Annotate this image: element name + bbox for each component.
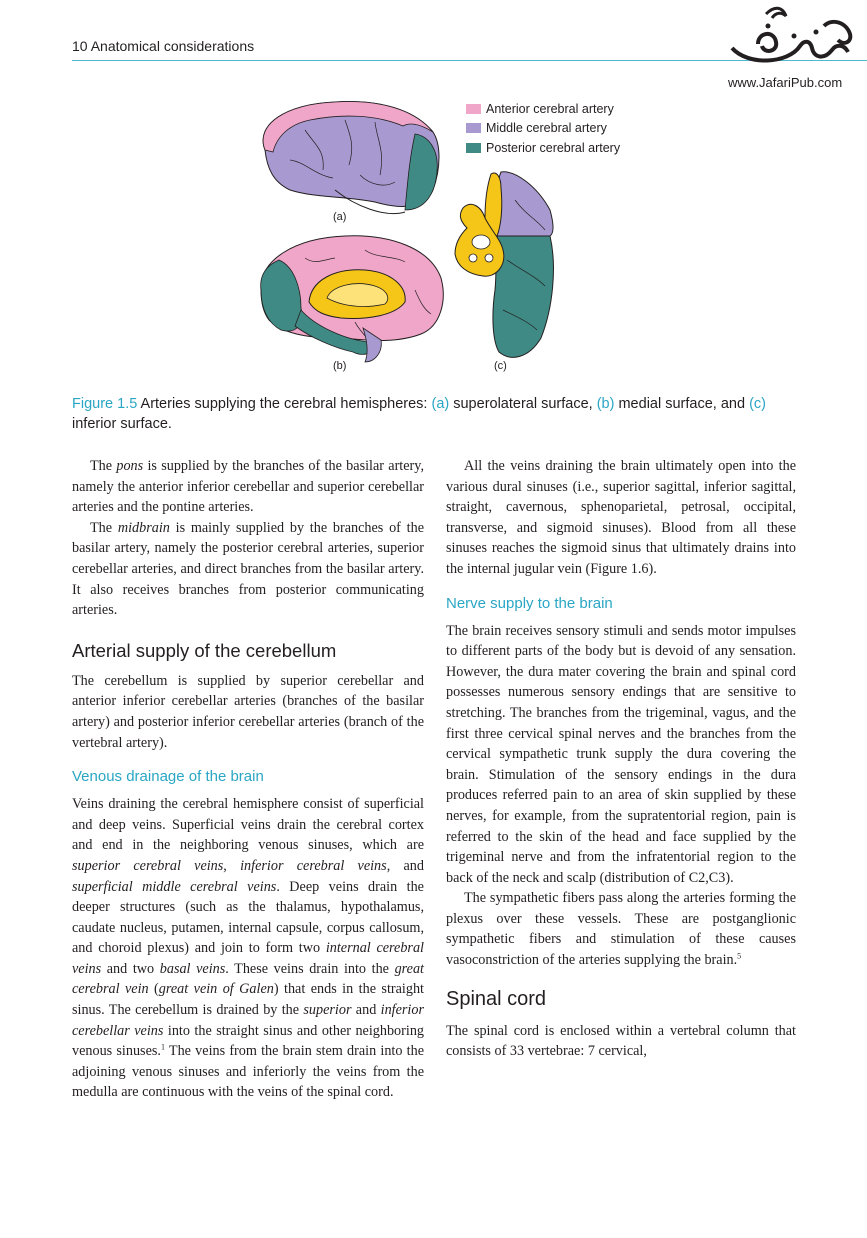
caption-ref-a: (a) xyxy=(431,396,450,412)
caption-ref-b: (b) xyxy=(596,396,615,412)
swatch-posterior xyxy=(466,143,481,153)
swatch-middle xyxy=(466,123,481,133)
right-column xyxy=(446,456,796,1062)
paragraph-midbrain: The midbrain is mainly supplied by the branches of the basilar artery, namely the posterior cerebral arteries, superior cerebellar arteries, and direct branches from the basilar artery. It also receives branches from posterior communicating arteries. xyxy=(72,519,424,619)
heading-spinal-cord: Spinal cord xyxy=(446,987,547,1010)
heading-cerebellum: Arterial supply of the cerebellum xyxy=(72,639,337,661)
publisher-logo-icon xyxy=(728,6,860,86)
caption-ref-c: (c) xyxy=(749,396,766,412)
paragraph-dural-sinuses: All the veins draining the brain ultimately open into the various dural sinuses (i.e., superior sagittal, inferior sagittal, straight, cavernous, sphenoparietal, petrosal, occipital, transverse, and sigmoid sinuses). Blood from all these sinuses reaches the sigmoid sinus that ultimately drains into the internal jugular vein (Figure 1.6). xyxy=(446,458,796,577)
paragraph-pons: The pons is supplied by the branches of the basilar artery, namely the anterior inferior cerebellar and superior cerebellar arteries and the pontine arteries. xyxy=(72,458,424,516)
left-column xyxy=(72,456,424,1103)
label-a: (a) xyxy=(333,211,347,223)
heading-nerve-supply: Nerve supply to the brain xyxy=(446,594,613,612)
paragraph-sympathetic: The sympathetic fibers pass along the arteries forming the plexus over these vessels. These are postganglionic sympathetic fibers and stimulation of these causes vasoconstriction of the arteries supplying the brain.$^5$ xyxy=(446,890,796,969)
figure-legend xyxy=(466,99,620,158)
legend-item-middle xyxy=(466,119,620,139)
legend-label-anterior: Anterior cerebral artery xyxy=(486,101,614,116)
paragraph-nerve-supply: The brain receives sensory stimuli and sends motor impulses to different parts of the body but is devoid of any sensation. However, the dura mater covering the brain and spinal cord possesses numerous sensory endings that are sensitive to stretching. The branches from the trigeminal, vagus, and the first three cervical spinal nerves and the branches from the cervical sympathetic trunk supply the dura covering the brain. Stimulation of the sensory endings in the dura produces referred pain to an area of skin supplied by these nerves, for example, from the supratentorial region, pain is referred to the skin of the head and face supplied by the trigeminal nerve and from the infratentorial region to the back of the neck and scalp (distribution of C2,C3). xyxy=(446,622,796,886)
label-c: (c) xyxy=(494,360,507,372)
heading-venous: Venous drainage of the brain xyxy=(72,768,264,786)
figure-number: Figure 1.5 xyxy=(72,396,138,412)
legend-label-posterior: Posterior cerebral artery xyxy=(486,140,621,155)
label-b: (b) xyxy=(333,360,347,372)
brain-superolateral-view xyxy=(263,102,439,214)
paragraph-cerebellum: The cerebellum is supplied by superior cerebellar and anterior inferior cerebellar arteries (branches of the basilar artery) and posterior inferior cerebellar arteries (branch of the vertebral artery). xyxy=(72,672,424,751)
caption-text: inferior surface. xyxy=(72,415,172,432)
paragraph-spinal-cord: The spinal cord is enclosed within a vertebral column that consists of 33 vertebrae: 7 cervical, xyxy=(446,1022,796,1060)
legend-item-anterior xyxy=(466,99,620,119)
caption-text: medial surface, and xyxy=(614,396,750,412)
figure-caption xyxy=(72,395,802,434)
caption-text: Arteries supplying the cerebral hemispheres: xyxy=(137,396,432,412)
paragraph-venous: Veins draining the cerebral hemisphere consist of superficial and deep veins. Superficial veins drain the cerebral cortex and end in the neighboring venous sinuses, which are superior cerebral veins, inferior cerebral veins, and superficial middle cerebral veins. Deep veins drain the deeper structures (such as the thalamus, hypothalamus, caudate nucleus, putamen, internal capsule, corpus callosum, and choroid plexus) and join to form two internal cerebral veins and two basal veins. These veins drain into the great cerebral vein (great vein of Galen) that ends in the straight sinus. The cerebellum is drained by the superior and inferior cerebellar veins into the straight sinus and other neighboring venous sinuses.$^1$ The veins from the brain stem drain into the adjoining venous sinuses and inferiorly the veins from the medulla are continuous with the veins of the spinal cord. xyxy=(72,796,425,1101)
brain-medial-view xyxy=(261,236,444,362)
brain-inferior-view xyxy=(455,172,553,357)
swatch-anterior xyxy=(466,104,481,114)
caption-text: superolateral surface, xyxy=(449,396,597,412)
legend-item-posterior xyxy=(466,138,620,158)
running-header: 10 Anatomical considerations xyxy=(72,38,255,54)
publisher-url: www.JafariPub.com xyxy=(728,75,843,90)
legend-label-middle: Middle cerebral artery xyxy=(486,121,607,136)
